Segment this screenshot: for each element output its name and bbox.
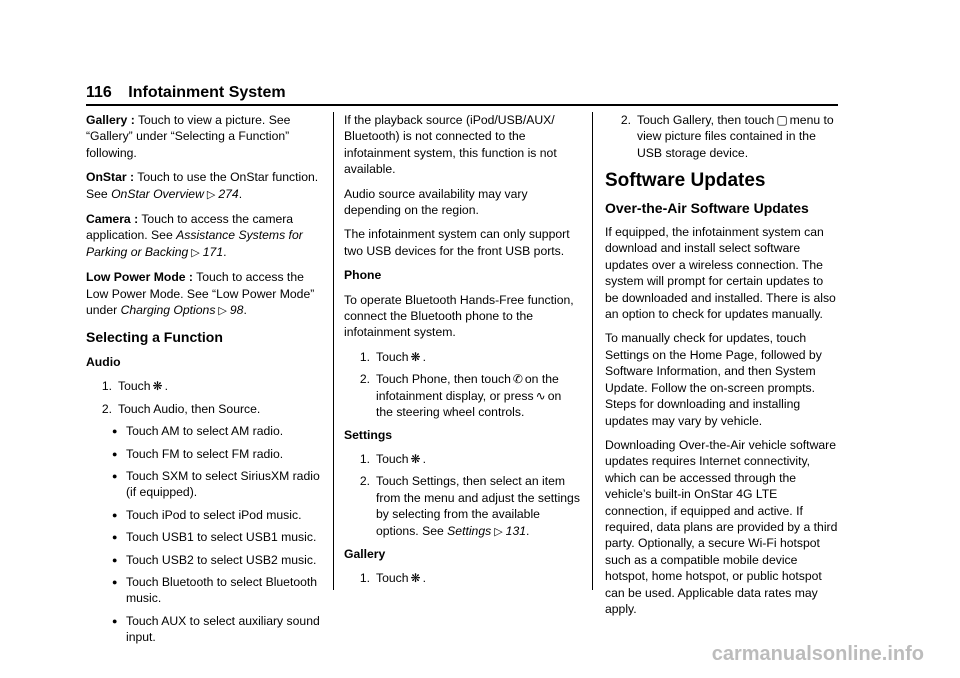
list-item	[112, 529, 324, 545]
list-item	[112, 613, 324, 646]
gallery-menu-icon: ▢	[776, 113, 788, 127]
lowpower-desc: Low Power Mode : Touch to access the Low Power Mode. See “Low Power Mode” under Charging Options ▷ 98.	[86, 270, 315, 318]
lowpower-label: Low Power Mode :	[86, 270, 193, 285]
list-item	[112, 574, 324, 607]
usb-support-note: The infotainment system can only support two USB devices for the front USB ports.	[344, 227, 570, 258]
list-item-text: Touch AM to select AM radio.	[126, 424, 284, 439]
list-item	[112, 468, 324, 501]
onstar-page-ref[interactable]: 274	[218, 186, 239, 201]
step-number: 1.	[101, 379, 112, 394]
settings-ref-link[interactable]: Settings	[447, 523, 492, 538]
settings-step-1	[344, 451, 580, 467]
software-updates-heading: Software Updates	[605, 170, 766, 192]
column-1	[86, 112, 324, 652]
phone-heading: Phone	[344, 268, 382, 283]
phone-step-2	[344, 371, 580, 420]
list-item-text: Touch USB2 to select USB2 music.	[126, 552, 317, 567]
step-text: Touch ❋ .	[376, 451, 426, 466]
home-apps-icon: ❋	[410, 451, 421, 466]
home-apps-icon: ❋	[152, 379, 163, 394]
lowpower-ref-link[interactable]: Charging Options	[120, 303, 216, 318]
audio-source-list	[112, 423, 324, 645]
step-number: 2.	[101, 401, 112, 416]
bullet: ●	[112, 615, 118, 626]
phone-intro: To operate Bluetooth Hands-Free function, connect the Bluetooth phone to the infotainment system.	[344, 292, 574, 340]
home-apps-icon: ❋	[410, 571, 421, 586]
step-number: 1.	[359, 451, 370, 466]
camera-label: Camera :	[86, 212, 139, 227]
audio-heading: Audio	[86, 354, 121, 369]
phone-step-2-text-a: Touch Phone, then touch	[376, 372, 511, 387]
header-rule	[86, 104, 838, 106]
phone-icon: ✆	[512, 372, 523, 387]
bullet: ●	[112, 576, 118, 587]
selecting-function-heading: Selecting a Function	[86, 329, 223, 346]
list-item	[112, 446, 324, 462]
voice-recognition-icon: ∿	[535, 388, 546, 403]
page-header	[86, 84, 286, 102]
audio-step-1-text: Touch	[118, 379, 151, 394]
step-number: 2.	[620, 113, 631, 127]
gallery-step-2	[605, 112, 838, 161]
bullet: ●	[112, 532, 118, 543]
list-item-text: Touch AUX to select auxiliary sound input.	[126, 613, 320, 645]
phone-step-2-text-c: on the steering wheel controls.	[376, 388, 562, 420]
gallery-heading: Gallery	[344, 546, 386, 561]
availability-note: Audio source availability may vary depending on the region.	[344, 186, 528, 218]
lowpower-page-ref[interactable]: 98	[229, 303, 244, 318]
audio-step-2	[86, 401, 324, 417]
watermark: carmanualsonline.info	[711, 643, 924, 665]
list-item-text: Touch FM to select FM radio.	[126, 446, 284, 461]
settings-heading: Settings	[344, 427, 393, 442]
gallery-label: Gallery :	[86, 113, 135, 127]
step-text: Touch ❋ .	[376, 349, 426, 364]
column-divider-2	[592, 112, 593, 590]
camera-page-ref[interactable]: 171	[202, 244, 224, 259]
onstar-desc: OnStar : Touch to use the OnStar function. See OnStar Overview ▷ 274.	[86, 170, 319, 201]
onstar-text: Touch to use the OnStar function. See	[86, 170, 319, 201]
page-title: Infotainment System	[128, 84, 286, 101]
onstar-ref-link[interactable]: OnStar Overview	[111, 186, 204, 201]
audio-step-2-text: Touch Audio, then Source.	[118, 401, 261, 416]
page-number: 116	[86, 84, 112, 101]
list-item-text: Touch iPod to select iPod music.	[126, 507, 302, 522]
onstar-label: OnStar :	[86, 170, 135, 185]
gallery-step-2-text-a: Touch Gallery, then touch	[637, 113, 775, 127]
phone-step-1	[344, 349, 580, 365]
step-number: 2.	[359, 372, 370, 387]
column-2	[344, 112, 580, 593]
list-item-text: Touch Bluetooth to select Bluetooth music.	[126, 574, 318, 606]
column-divider-1	[333, 112, 334, 590]
lowpower-text: Touch to access the Low Power Mode. See “Low Power Mode” under	[86, 270, 315, 318]
gallery-step-2-text-b: menu to view picture files contained in the USB storage device.	[637, 113, 834, 160]
camera-ref-link[interactable]: Assistance Systems for Parking or Backing	[86, 228, 303, 259]
step-text: Touch ❋ .	[118, 379, 168, 394]
step-number: 2.	[359, 474, 370, 489]
bullet: ●	[112, 554, 118, 565]
phone-step-2-text-b: on the infotainment display, or press	[376, 372, 559, 403]
list-item-text: Touch USB1 to select USB1 music.	[126, 530, 317, 545]
ota-updates-heading: Over-the-Air Software Updates	[605, 199, 809, 216]
column-3	[605, 112, 838, 625]
playback-source-note: If the playback source (iPod/USB/AUX/ Bluetooth) is not connected to the infotainment system, this function is not available.	[344, 113, 557, 177]
step-text: Touch ❋ .	[376, 571, 426, 586]
gallery-desc	[86, 112, 324, 161]
bullet: ●	[112, 509, 118, 520]
bullet: ●	[112, 470, 118, 481]
settings-page-ref[interactable]: 131	[505, 523, 527, 538]
gallery-text: Touch to view a picture. See “Gallery” under “Selecting a Function” following.	[86, 113, 291, 160]
bullet: ●	[112, 426, 118, 437]
list-item	[112, 507, 324, 523]
settings-step-2	[344, 473, 580, 540]
step-text	[637, 112, 838, 161]
settings-step-2-text: Touch Settings, then select an item from the menu and adjust the settings by selecting from the available options. See	[376, 474, 580, 538]
page-reference-arrow-icon: ▷	[191, 246, 200, 259]
bullet: ●	[112, 448, 118, 459]
camera-text: Touch to access the camera application. See	[86, 212, 294, 243]
camera-desc: Camera : Touch to access the camera application. See Assistance Systems for Parking or Backing ▷ 171.	[86, 212, 303, 259]
gallery-step-1	[344, 570, 580, 586]
phone-step-1-text: Touch	[376, 349, 409, 364]
page-reference-arrow-icon: ▷	[494, 525, 503, 538]
home-apps-icon: ❋	[410, 349, 421, 364]
list-item	[112, 552, 324, 568]
settings-step-1-text: Touch	[376, 451, 409, 466]
step-text	[376, 371, 580, 420]
page-reference-arrow-icon: ▷	[218, 305, 227, 318]
manual-check-instructions: To manually check for updates, touch Settings on the Home Page, followed by Software Information, and then System Update. Follow the on-screen prompts. Steps for downloading and installing updates may vary by vehicle.	[605, 331, 822, 428]
gallery-step-1-text: Touch	[376, 571, 409, 586]
step-number: 1.	[359, 349, 370, 364]
step-number: 1.	[359, 571, 370, 586]
list-item	[112, 423, 324, 439]
connectivity-note: Downloading Over-the-Air vehicle software updates requires Internet connectivity, which can be accessed through the vehicle’s built-in OnStar 4G LTE connection, if equipped and active. If required, data plans are provided by a third party. Optionally, a secure Wi-Fi hotspot such as a compatible mobile device hotspot, home hotspot, or public hotspot can be used. Applicable data rates may apply.	[605, 437, 838, 616]
step-text: Touch Settings, then select an item from the menu and adjust the settings by selecting from the available options. See Settings ▷ 131.	[376, 474, 580, 538]
list-item-text: Touch SXM to select SiriusXM radio (if equipped).	[126, 468, 320, 500]
audio-step-1	[86, 378, 324, 394]
ota-intro: If equipped, the infotainment system can download and install select software updates over a wireless connection. The system will prompt for certain updates to be downloaded and installed. There is also an option to check for updates manually.	[605, 225, 836, 322]
page-reference-arrow-icon: ▷	[206, 188, 216, 201]
